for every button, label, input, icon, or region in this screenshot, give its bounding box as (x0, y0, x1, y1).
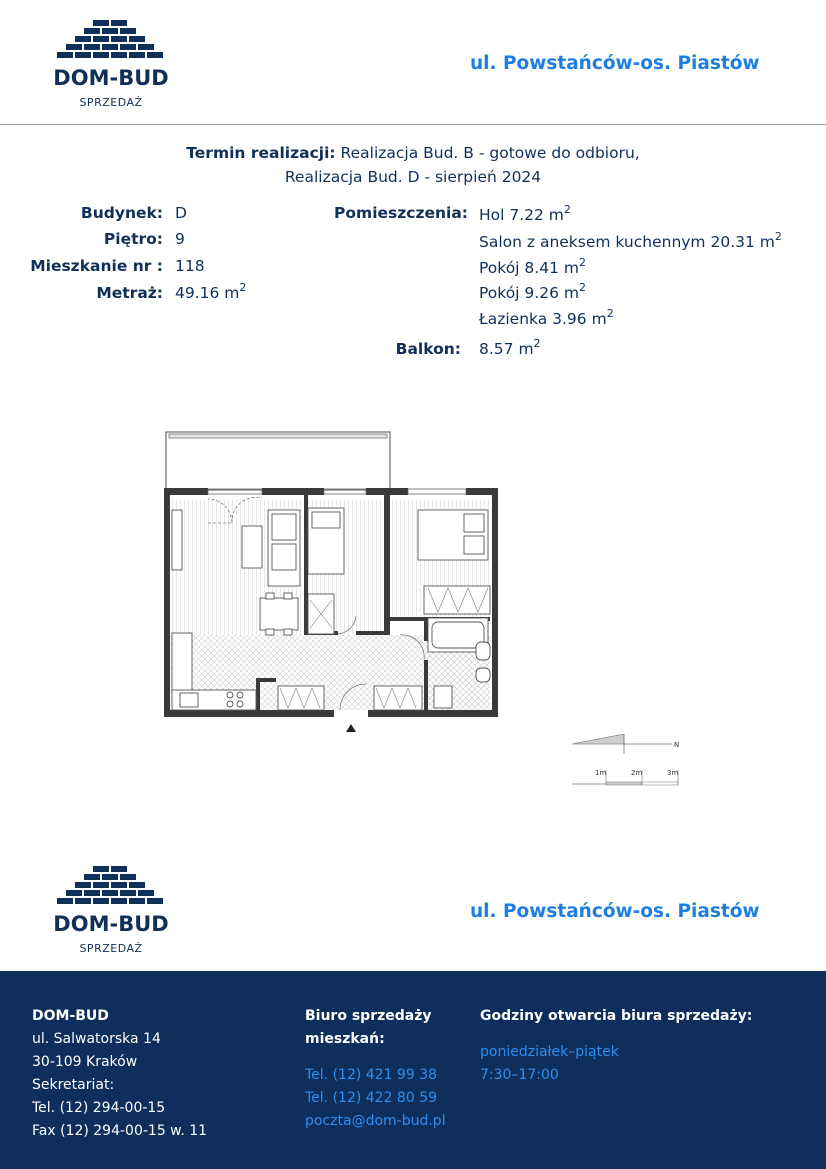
header-logo (46, 20, 176, 109)
balcony-label: Balkon: (395, 340, 461, 358)
balcony-outline (166, 432, 390, 490)
room-text: Łazienka 3.96 m (479, 310, 607, 328)
term-block (0, 141, 826, 189)
room-item (479, 307, 614, 328)
footer-company (32, 1005, 207, 1143)
balcony-number: 8.57 m (479, 340, 534, 358)
footer-hours (480, 1005, 752, 1087)
logo-name: DOM-BUD (53, 66, 169, 90)
room-exponent: 2 (563, 203, 571, 216)
room-text: Pokój 8.41 m (479, 259, 579, 277)
header-street: ul. Powstańców-os. Piastów (470, 53, 760, 74)
area-number: 49.16 m (175, 284, 240, 302)
rooms-label: Pomieszczenia: (334, 204, 468, 222)
flat-label: Mieszkanie nr : (30, 257, 163, 275)
balcony-value (479, 337, 541, 358)
north-label: N (674, 741, 680, 749)
area-label: Metraż: (96, 284, 163, 302)
scale-tick: 3m (667, 769, 679, 777)
room-item (479, 256, 586, 277)
logo-name: DOM-BUD (53, 912, 169, 936)
sales-title-line1: Biuro sprzedaży (305, 1008, 432, 1024)
scale-tick: 1m (595, 769, 607, 777)
room-exponent: 2 (578, 281, 586, 294)
company-secretariat: Sekretariat: (32, 1077, 115, 1093)
sales-phone1-link[interactable]: Tel. (12) 421 99 38 (305, 1067, 438, 1083)
room-text: Hol 7.22 m (479, 206, 564, 224)
building-value: D (175, 204, 187, 222)
company-name: DOM-BUD (32, 1008, 109, 1024)
room-exponent: 2 (606, 307, 614, 320)
sales-title-line2: mieszkań: (305, 1031, 385, 1047)
floor-value: 9 (175, 230, 185, 248)
company-street: ul. Salwatorska 14 (32, 1031, 161, 1047)
sales-email-link[interactable]: poczta@dom-bud.pl (305, 1113, 446, 1129)
hours-title: Godziny otwarcia biura sprzedaży: (480, 1008, 753, 1024)
floor-plan (160, 428, 505, 738)
company-city: 30-109 Kraków (32, 1054, 138, 1070)
room-text: Pokój 9.26 m (479, 284, 579, 302)
room-exponent: 2 (774, 230, 782, 243)
hours-spacer (480, 1028, 752, 1041)
header-divider (0, 124, 826, 125)
room-item (479, 203, 571, 224)
room-exponent: 2 (578, 256, 586, 269)
term-line2: Realizacja Bud. D - sierpień 2024 (284, 168, 542, 186)
area-exponent: 2 (239, 281, 247, 294)
sales-phone2-link[interactable]: Tel. (12) 422 80 59 (305, 1090, 438, 1106)
hours-days: poniedziałek–piątek (480, 1044, 619, 1060)
room-text: Salon z aneksem kuchennym 20.31 m (479, 233, 775, 251)
term-label: Termin realizacji: (186, 144, 336, 162)
sales-spacer (305, 1051, 446, 1064)
brick-logo-icon (51, 866, 171, 910)
footer (0, 971, 826, 1169)
room-item (479, 230, 782, 251)
term-line1: Realizacja Bud. B - gotowe do odbioru, (340, 144, 640, 162)
flat-value: 118 (175, 257, 205, 275)
north-arrow-icon (572, 734, 624, 744)
brick-logo-icon (51, 20, 171, 64)
building-label: Budynek: (80, 204, 163, 222)
logo-subtitle: SPRZEDAŻ (79, 942, 143, 955)
company-phone: Tel. (12) 294-00-15 (32, 1100, 166, 1116)
area-value (175, 281, 247, 302)
hours-time: 7:30–17:00 (480, 1067, 559, 1083)
footer-street: ul. Powstańców-os. Piastów (470, 901, 760, 922)
room-item (479, 281, 586, 302)
floor-label: Piętro: (103, 230, 163, 248)
scale-compass (566, 734, 686, 786)
footer-logo (46, 866, 176, 955)
logo-subtitle: SPRZEDAŻ (79, 96, 143, 109)
company-fax: Fax (12) 294-00-15 w. 11 (32, 1123, 208, 1139)
balcony-exponent: 2 (533, 337, 541, 350)
entrance-arrow-icon (346, 724, 356, 732)
footer-sales (305, 1005, 446, 1133)
scale-tick: 2m (631, 769, 643, 777)
scale-bar (572, 770, 678, 785)
